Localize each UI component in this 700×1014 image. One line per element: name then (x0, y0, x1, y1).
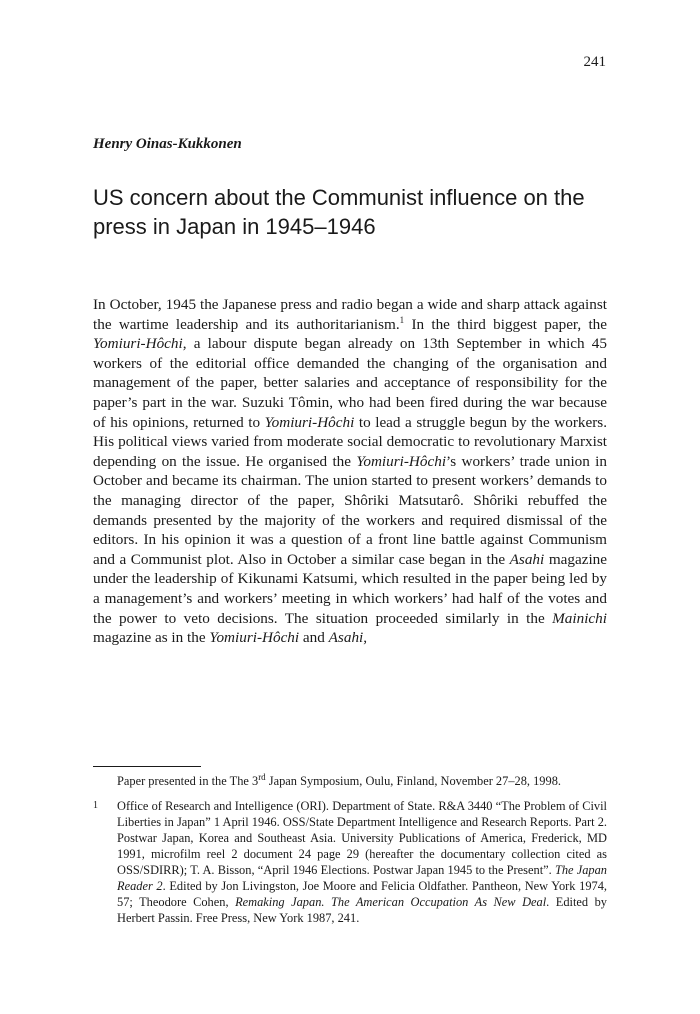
paper-name: Mainichi (552, 609, 607, 627)
paper-name: Yomiuri-Hôchi (356, 452, 447, 470)
text-run: In the third biggest paper, the (404, 315, 607, 333)
article-title: US concern about the Communist influence on the press in Japan in 1945–1946 (93, 185, 585, 239)
page-number: 241 (583, 54, 606, 70)
footnote-marker: 1 (93, 800, 98, 811)
text-run: . Edited by Jon Livingston, Joe Moore and Felicia Oldfather. Pantheon, New York 1974, 57; Theodore Cohen, (117, 879, 608, 909)
paper-name: Asahi (509, 550, 545, 568)
footnotes-section (93, 773, 607, 926)
text-run: , (363, 629, 368, 647)
text-run: Japan Symposium, Oulu, Finland, November 27–28, 1998. (265, 774, 561, 788)
footnote-spacer (93, 789, 607, 798)
text-run: Paper presented in the The 3 (117, 774, 259, 788)
superscript: rd (258, 771, 266, 782)
paper-name: Yomiuri-Hôchi (93, 335, 183, 353)
text-run: and (299, 629, 329, 647)
footnote-ref: 1 (399, 314, 405, 325)
text-run: In October, 1945 the Japanese press and radio began a wide and sharp attack against the wartime leadership and its authoritarianism. (93, 296, 607, 333)
paper-name: Asahi (328, 629, 364, 647)
text-run: to lead a struggle begun by the workers. His political views varied from moderate social democratic to revolutionary Marxist depending on the issue. He organised the (93, 413, 607, 470)
footnote-unnumbered (93, 773, 607, 789)
text-run: . Edited by Herbert Passin. Free Press, New York 1987, 241. (117, 895, 608, 925)
text-run: Office of Research and Intelligence (ORI). Department of State. R&A 3440 “The Problem of Civil Liberties in Japan” 1 April 1946. OSS/State Department Intelligence and Research Reports. Part 2. Postwar Japan, Korea and Southeast Asia. University Publications of America, Frederick, MD 1991, microfilm reel 2 document 24 page 29 (hereafter the documentary collection cited as OSS/SDIRR); T. A. Bisson, “April 1946 Elections. Postwar Japan 1945 to the Present”. (117, 799, 607, 877)
book-title: The Japan Reader 2 (117, 863, 608, 893)
paper-name: Yomiuri-Hôchi (264, 413, 355, 431)
text-run: magazine as in the (93, 629, 210, 647)
book-title: Remaking Japan. The American Occupation As New Deal (235, 895, 547, 909)
footnote-1 (93, 798, 607, 926)
text-run: magazine under the leadership of Kikunami Katsumi, which resulted in the paper being led by a management’s and workers’ meeting in which workers’ had half of the votes and the power to veto decisions. The situation proceeded similarly in the (93, 550, 608, 627)
footnote-divider (93, 766, 201, 767)
text-run: ’s workers’ trade union in October and became its chairman. The union started to present workers’ demands to the managing director of the paper, Shôriki Matsutarô. Shôriki rebuffed the demands presented by the majority of the workers and required dismissal of the editors. In his opinion it was a question of a front line battle against Communism and a Communist plot. Also in October a similar case began in the (93, 452, 607, 568)
paper-name: Yomiuri-Hôchi (209, 629, 300, 647)
author-name: Henry Oinas-Kukkonen (93, 136, 242, 152)
body-paragraph (93, 295, 607, 648)
text-run: , a labour dispute began already on 13th September in which 45 workers of the editorial office demanded the changing of the organisation and management of the paper, better salaries and acceptance of responsibility for the paper’s part in the war. Suzuki Tômin, who had been fired during the war because of his opinions, returned to (93, 335, 607, 431)
